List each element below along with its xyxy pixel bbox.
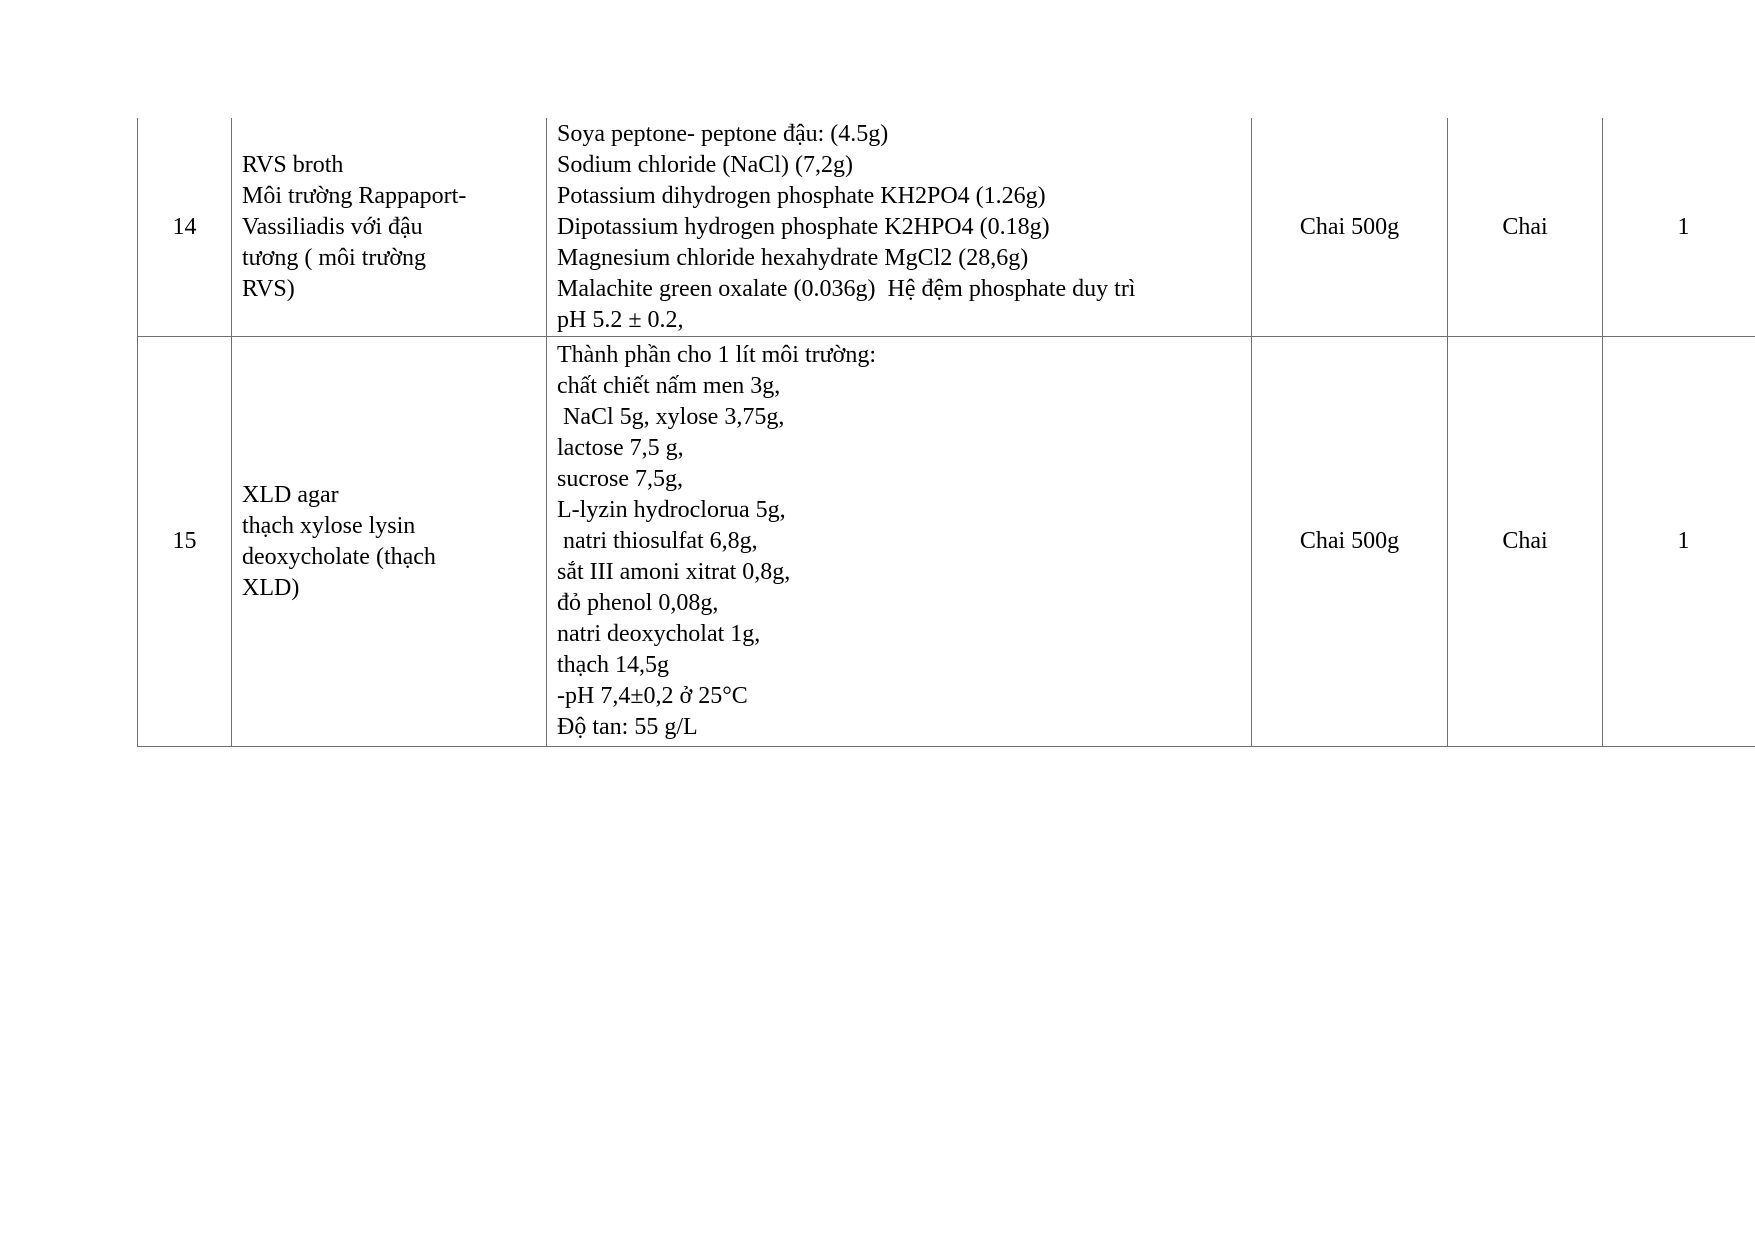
specification-line: Malachite green oxalate (0.036g) Hệ đệm phosphate duy trì: [557, 275, 1136, 302]
product-name-line: XLD): [242, 574, 300, 601]
packaging-cell: Chai 500g: [1252, 118, 1448, 337]
product-name-cell: [232, 118, 547, 337]
specification-line: Độ tan: 55 g/L: [557, 714, 698, 740]
specification-cell: [547, 337, 1252, 747]
quantity-cell: 1: [1603, 337, 1755, 747]
product-name-line: Môi trường Rappaport-: [242, 182, 467, 209]
table-row: [138, 337, 1755, 747]
specification-cell: [547, 118, 1252, 337]
specification-line: Soya peptone- peptone đậu: (4.5g): [557, 120, 889, 147]
table-row: [138, 118, 1755, 337]
specification-line: Potassium dihydrogen phosphate KH2PO4 (1.26g): [557, 182, 1046, 209]
row-number-cell: 15: [138, 337, 232, 747]
specification-line: đỏ phenol 0,08g,: [557, 590, 719, 616]
specification-line: lactose 7,5 g,: [557, 435, 684, 461]
specification-line: pH 5.2 ± 0.2,: [557, 306, 684, 333]
row-number-cell: 14: [138, 118, 232, 337]
specification-line: -pH 7,4±0,2 ở 25°C: [557, 683, 748, 709]
specification-line: natri deoxycholat 1g,: [557, 621, 761, 647]
specification-line: Dipotassium hydrogen phosphate K2HPO4 (0.18g): [557, 213, 1050, 240]
supplies-table: [137, 118, 1755, 747]
quantity-cell: 1: [1603, 118, 1755, 337]
specification-line: Magnesium chloride hexahydrate MgCl2 (28,6g): [557, 244, 1029, 271]
specification-line: chất chiết nấm men 3g,: [557, 373, 781, 399]
product-name-line: thạch xylose lysin: [242, 512, 416, 539]
specification-line: NaCl 5g, xylose 3,75g,: [557, 404, 785, 430]
product-name-cell: [232, 337, 547, 747]
product-name-line: XLD agar: [242, 481, 339, 508]
unit-cell: Chai: [1448, 337, 1603, 747]
packaging-cell: Chai 500g: [1252, 337, 1448, 747]
specification-line: Sodium chloride (NaCl) (7,2g): [557, 151, 853, 178]
specification-line: sucrose 7,5g,: [557, 466, 683, 492]
product-name-line: RVS): [242, 275, 295, 302]
product-name-line: Vassiliadis với đậu: [242, 213, 423, 240]
specification-line: sắt III amoni xitrat 0,8g,: [557, 559, 791, 585]
product-name-line: tương ( môi trường: [242, 244, 427, 271]
unit-cell: Chai: [1448, 118, 1603, 337]
specification-line: Thành phần cho 1 lít môi trường:: [557, 342, 876, 368]
product-name-line: RVS broth: [242, 151, 344, 178]
specification-line: L-lyzin hydroclorua 5g,: [557, 497, 786, 523]
product-name-line: deoxycholate (thạch: [242, 543, 436, 570]
specification-line: thạch 14,5g: [557, 652, 669, 678]
specification-line: natri thiosulfat 6,8g,: [557, 528, 758, 554]
